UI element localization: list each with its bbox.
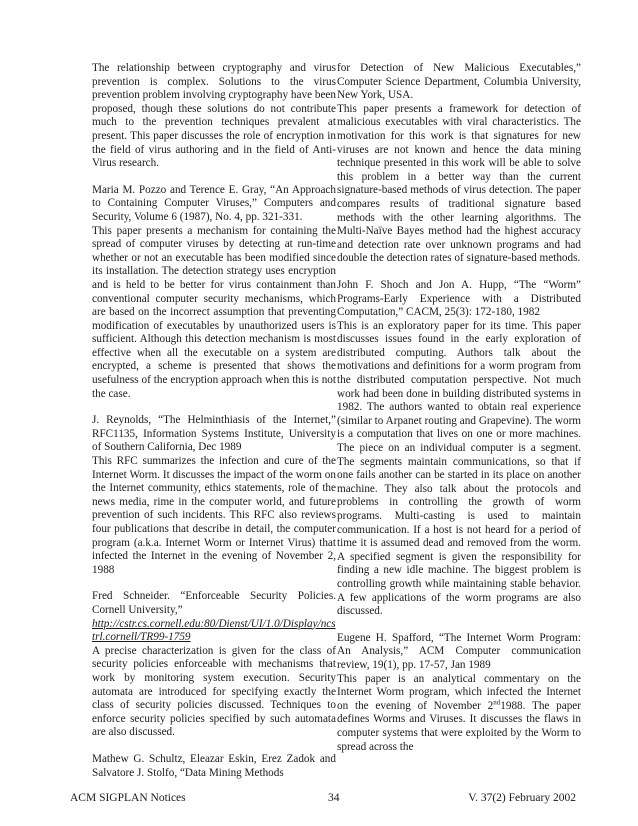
entry-description: This paper presents a framework for detection of malicious executables with viral characteristics. The motivation for this work is that signatures for new viruses are not known and hence the data mining technique presented in this work will be able to solve this problem in a better way than the current signature-based methods of virus detection. The paper compares results of traditional signature based methods with the other learning algorithms. The Multi-Naïve Bayes method had the highest accuracy and detection rate over unknown programs and had double the detection rates of signature-based methods. — [337, 102, 581, 265]
entry-description-part: This paper is an analytical commentary on the Internet Worm program, which infected the Internet on the evening of November 2 — [337, 672, 581, 712]
entry-citation: J. Reynolds, “The Helminthiasis of the Internet,” RFC1135, Information Systems Institute, University of Southern California, Dec 1989 — [92, 414, 336, 454]
entry-citation: Mathew G. Schultz, Eleazar Eskin, Erez Zadok and Salvatore J. Stolfo, “Data Mining Methods — [92, 752, 336, 779]
left-column — [92, 62, 336, 780]
bib-entry — [92, 590, 336, 740]
entry-description: This paper presents a mechanism for containing the spread of computer viruses by detecting at run-time whether or not an executable has been modified since its installation. The detection strategy uses encryption and is held to be better for virus containment than conventional computer security mechanisms, which are based on the incorrect assumption that preventing modification of executables by unauthorized users is sufficient. Although this detection mechanism is most effective when all the executable on a system are encrypted, a scheme is presented that shows the usefulness of the encryption approach when this is not the case. — [92, 224, 336, 400]
entry-url-link[interactable]: http://cstr.cs.cornell.edu:80/Dienst/UI/1.0/Display/ncstrl.cornell/TR99-1759 — [92, 617, 336, 644]
entry-description: A precise characterization is given for the class of security policies enforceable with mechanisms that work by monitoring system execution. Security automata are introduced for specifying exactly the class of security policies discussed. Techniques to enforce security policies specified by such automata are also discussed. — [92, 644, 336, 739]
bib-entry — [92, 184, 336, 402]
bib-entry — [337, 62, 581, 266]
footer-page-number: 34 — [328, 792, 340, 804]
entry-description: The relationship between cryptography and virus prevention is complex. Solutions to the virus prevention problem involving cryptography have been proposed, though these solutions do not contribute much to the prevention techniques prevalent at present. This paper discusses the role of encryption in the field of virus authoring and in the field of Anti-Virus research. — [92, 62, 336, 170]
entry-citation-continued: for Detection of New Malicious Executables,” Computer Science Department, Columbia University, New York, USA. — [337, 62, 581, 102]
ordinal-superscript: nd — [493, 697, 501, 706]
page-footer — [70, 792, 576, 806]
right-column — [337, 62, 581, 754]
bib-entry — [337, 632, 581, 754]
bib-entry — [337, 279, 581, 619]
entry-citation: Fred Schneider. “Enforceable Security Policies. Cornell University,” — [92, 590, 336, 616]
entry-description: This is an exploratory paper for its time. This paper discusses issues found in the early exploration of distributed computing. Authors talk about the motivations and definitions for a worm program from the distributed computation perspective. Not much work had been done in building distributed systems in 1982. The authors wanted to obtain real experience (similar to Arpanet routing and Grapevine). The worm is a computation that lives on one or more machines. The piece on an individual computer is a segment. The segments maintain communications, so that if one fails another can be started in its place on another machine. They also talk about the protocols and problems in controlling the growth of worm programs. Multi-casting is used to maintain communication. If a host is not heard for a period of time it is assumed dead and removed from the worm. A specified segment is given the responsibility for finding a new idle machine. The biggest problem is controlling growth while maintaining stable behavior. A few applications of the worm programs are also discussed. — [337, 319, 581, 618]
bib-entry — [92, 414, 336, 577]
bib-entry — [92, 753, 336, 780]
entry-citation: Maria M. Pozzo and Terence E. Gray, “An Approach to Containing Computer Viruses,” Computers and Security, Volume 6 (1987), No. 4, pp. 321-331. — [92, 183, 336, 223]
entry-description-part: 1988. The paper defines Worms and Viruses. It discusses the flaws in computer systems that were exploited by the Worm to spread across the — [337, 699, 581, 753]
entry-citation: John F. Shoch and Jon A. Hupp, “The “Worm” Programs-Early Experience with a Distributed Computation,” CACM, 25(3): 172-180, 1982 — [337, 278, 581, 319]
footer-volume: V. 37(2) February 2002 — [468, 792, 576, 804]
entry-description — [337, 673, 581, 755]
bib-entry — [92, 62, 336, 171]
entry-citation: Eugene H. Spafford, “The Internet Worm Program: An Analysis,” ACM Computer communication review, 19(1), pp. 17-57, Jan 1989 — [337, 631, 581, 671]
footer-journal: ACM SIGPLAN Notices — [70, 792, 186, 804]
entry-description: This RFC summarizes the infection and cure of the Internet Worm. It discusses the impact of the worm on the Internet community, ethics statements, role of the news media, rime in the computer world, and future prevention of such incidents. This RFC also reviews four publications that describe in detail, the computer program (a.k.a. Internet Worm or Internet Virus) that infected the Internet in the evening of November 2, 1988 — [92, 455, 336, 576]
